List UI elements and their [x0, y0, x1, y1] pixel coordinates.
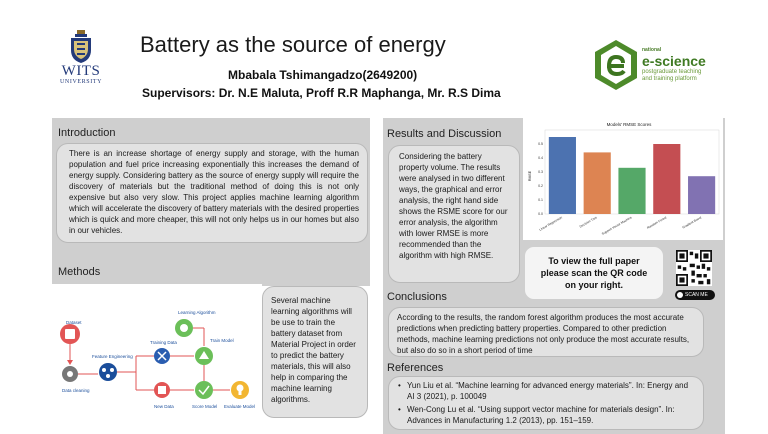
author-line: Mbabala Tshimangadzo(2649200): [228, 68, 418, 82]
escience-name: e-science: [642, 53, 706, 69]
reference-text: Wen-Cong Lu et al. “Using support vector machine for materials design”. In: Advances in Manufacturing 1.2 (2013), pp. 151–159.: [407, 405, 675, 425]
bar-linear-regression: [549, 137, 576, 214]
train-model-label: Train Model: [210, 338, 234, 343]
reference-bullet: •: [398, 381, 401, 390]
escience-hexagon-icon: [594, 39, 638, 91]
score-model-label: Score Model: [192, 404, 218, 409]
results-text: Considering the battery property volume. The results were analysed in two different ways, the graphical and error analysis, the right hand side shows the RSME score for our error analysis, the algorithm with lower RMSE is more recommended than the algorithm with high RMSE.: [388, 145, 520, 283]
evaluate-model-node: [224, 381, 255, 409]
qr-callout: [524, 246, 664, 300]
scan-me-label: SCAN ME: [685, 292, 708, 298]
chart-bars: [538, 137, 715, 236]
conclusions-heading: Conclusions: [387, 291, 447, 303]
bar-support-vector-machine: [618, 168, 645, 214]
y-tick-label: 0.2: [538, 184, 543, 189]
supervisors-line: Supervisors: Dr. N.E Maluta, Proff R.R Maphanga, Mr. R.S Dima: [142, 86, 501, 100]
reference-bullet: •: [398, 405, 401, 414]
new-data-label: New Data: [154, 404, 174, 409]
chart-ylabel: RMSE: [528, 170, 532, 182]
evaluate-model-label: Evaluate Model: [224, 404, 256, 409]
qr-text-1: To view the full paper: [548, 256, 640, 266]
scan-icon: [677, 292, 683, 298]
training-data-label: Training Data: [150, 340, 177, 345]
y-tick-label: 0.0: [538, 212, 543, 217]
escience-tagline-1: postgraduate teaching: [642, 69, 702, 75]
y-tick-label: 0.5: [538, 142, 543, 147]
score-model-node: [192, 381, 217, 409]
references-heading: References: [387, 362, 444, 374]
data-cleaning-node: [62, 366, 90, 393]
learning-algorithm-label: Learning Algorithm: [178, 310, 216, 315]
y-tick-label: 0.1: [538, 198, 543, 203]
qr-text-3: on your right.: [565, 280, 623, 290]
training-data-node: [150, 340, 177, 364]
dataset-node: [60, 320, 82, 344]
rmse-bar-chart: [523, 118, 723, 240]
bar-random-forest: [653, 144, 680, 214]
bar-gradient-boost: [688, 176, 715, 214]
y-tick-label: 0.4: [538, 156, 543, 161]
introduction-text: There is an increase shortage of energy supply and storage, with the human population and fuel price increasing exponentially this increases the demand of energy supply. Considering battery as the source of energy supply will require the discovery of materials but the traditional method of doing this is not only expensive but also very slow. This project applies machine learning algorithm which will accelerate the discovery of battery materials with the desired properties which is quick and more cheaper, this will not only helps us in our homes but also in our vehicles.: [56, 143, 368, 243]
conclusions-text: According to the results, the random forest algorithm produces the most accurate predictions when predicting battery properties. Compared to other prediction methods, machine learning predictions not only produce the most accurate results, but also do so in a short period of time: [388, 307, 704, 357]
train-model-node: [195, 338, 234, 365]
x-tick-label: Random Forest: [646, 215, 668, 230]
wits-name: WITS: [61, 63, 101, 79]
chart-title: Models' RMSE Scores: [606, 122, 652, 127]
qr-code-icon[interactable]: [676, 250, 712, 286]
escience-tagline-2: and training platform: [642, 76, 697, 82]
x-tick-label: Gradient Boost: [681, 215, 703, 230]
escience-national: national: [642, 47, 662, 53]
dataset-label: Dataset: [66, 320, 82, 325]
results-heading: Results and Discussion: [387, 128, 502, 140]
methods-heading: Methods: [58, 266, 101, 278]
escience-logo: [594, 36, 734, 94]
introduction-heading: Introduction: [58, 127, 116, 139]
y-tick-label: 0.3: [538, 170, 543, 175]
wits-logo: [52, 30, 110, 100]
feature-engineering-label: Feature Engineering: [92, 354, 133, 359]
wits-crest-icon: [69, 30, 93, 64]
x-tick-label: Support Vector Machine: [601, 215, 633, 236]
methods-text: Several machine learning algorithms will be use to train the battery dataset from Material Project in order to predict the battery materials, this will also help in comparing the machine learning algorithms.: [262, 286, 368, 418]
new-data-node: [154, 382, 174, 409]
reference-item: [397, 380, 697, 402]
qr-text-2: please scan the QR code: [540, 268, 648, 278]
x-tick-label: Decision Tree: [578, 215, 598, 229]
bar-decision-tree: [584, 152, 611, 214]
ml-workflow-diagram: [52, 284, 262, 430]
learning-algorithm-node: [175, 310, 216, 337]
scan-me-button[interactable]: [675, 290, 715, 300]
reference-item: [397, 404, 697, 426]
data-cleaning-label: Data cleaning: [62, 388, 90, 393]
wits-sub: UNIVERSITY: [60, 79, 102, 85]
poster-title: Battery as the source of energy: [140, 32, 446, 57]
references-list: [388, 376, 704, 430]
reference-text: Yun Liu et al. “Machine learning for advanced energy materials”. In: Energy and AI 3 (2021), p. 100049: [407, 381, 689, 401]
feature-engineering-node: [92, 354, 133, 381]
x-tick-label: Linear Regression: [538, 215, 563, 232]
